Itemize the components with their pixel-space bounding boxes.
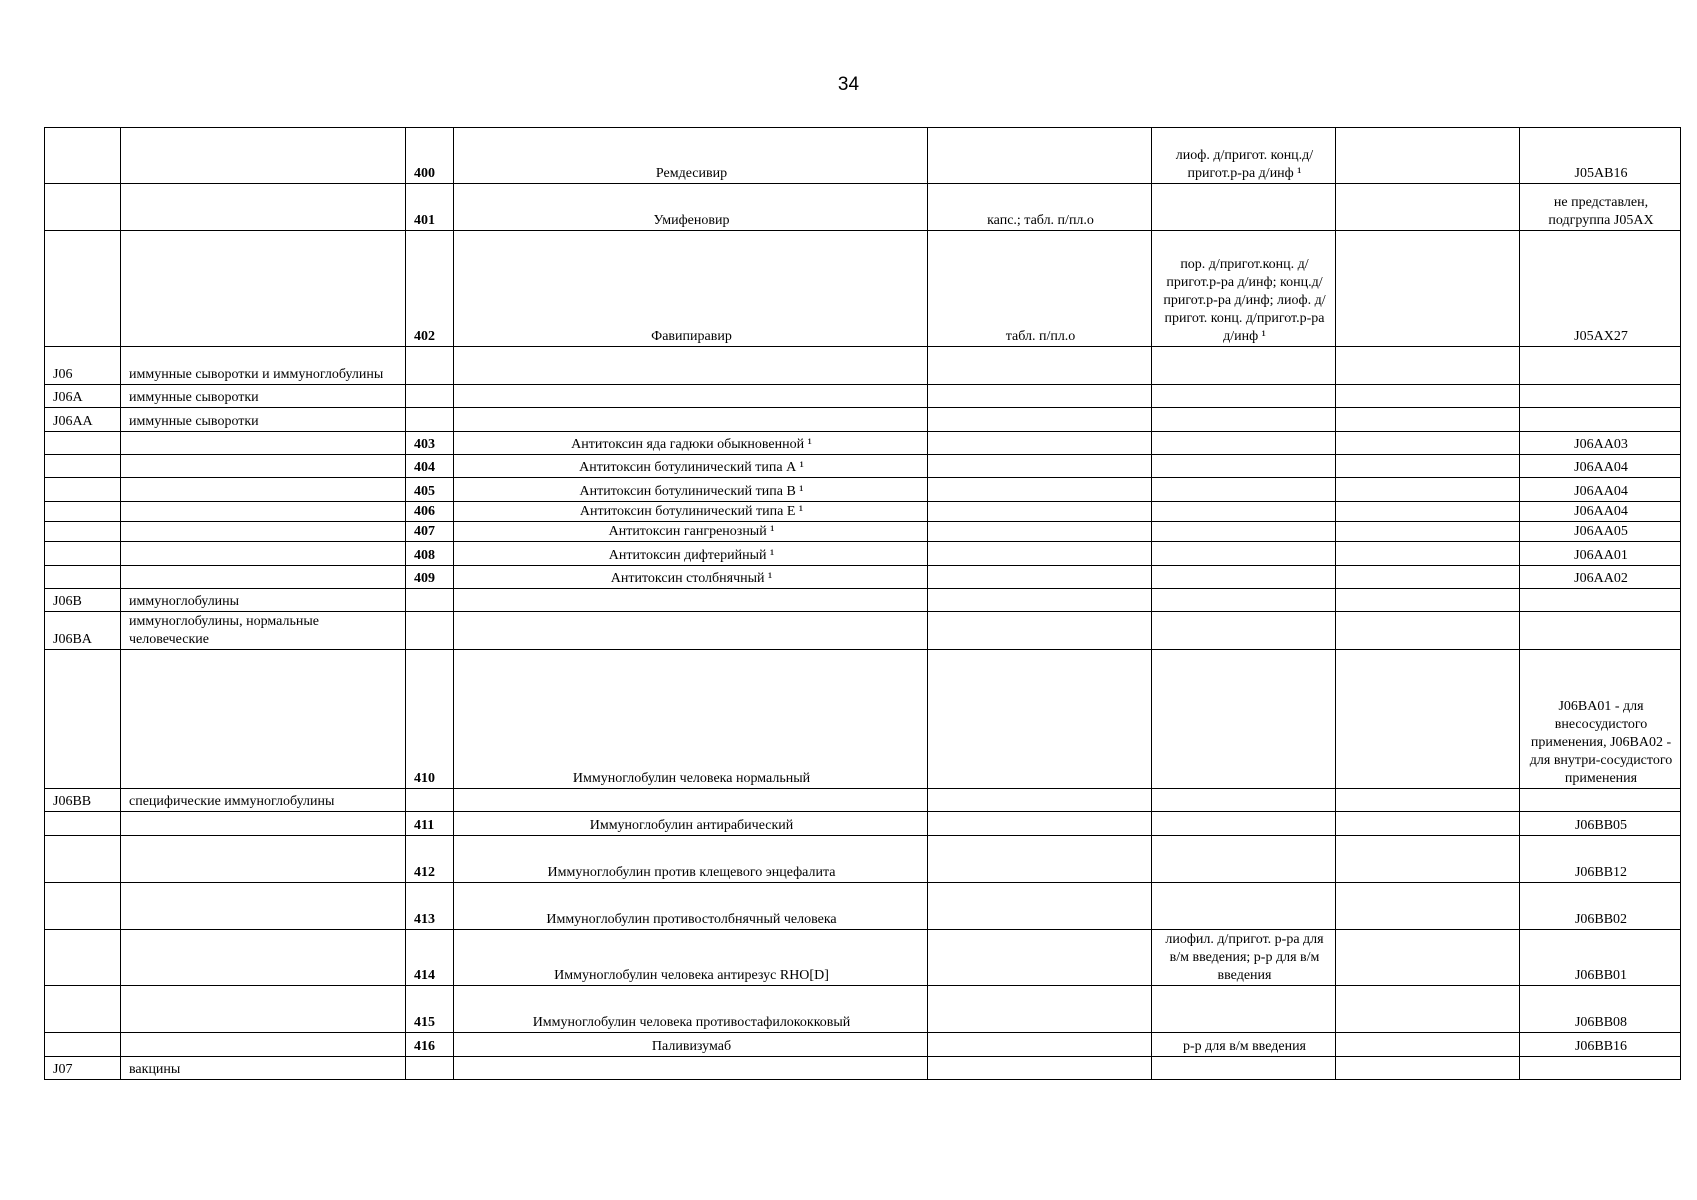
- extra-cell: [1336, 566, 1520, 589]
- table-row: [45, 478, 1681, 502]
- row-number-cell: 414: [406, 930, 454, 986]
- page-number: 34: [837, 74, 860, 95]
- table-row: [45, 542, 1681, 566]
- table-row: [45, 231, 1681, 347]
- atc-code-cell: J06AA04: [1520, 502, 1681, 522]
- table-row: [45, 589, 1681, 612]
- atc-group-code-cell: [45, 455, 121, 478]
- drug-name-cell: Ремдесивир: [454, 128, 928, 184]
- drug-name-cell: Антитоксин ботулинический типа Е ¹: [454, 502, 928, 522]
- atc-group-code-cell: [45, 128, 121, 184]
- dosage-form-hospital-cell: [1152, 1057, 1336, 1080]
- drug-name-cell: Фавипиравир: [454, 231, 928, 347]
- atc-group-name-cell: иммунные сыворотки: [121, 408, 406, 432]
- dosage-form-hospital-cell: [1152, 789, 1336, 812]
- dosage-form-hospital-cell: пор. д/пригот.конц. д/пригот.р-ра д/инф; конц.д/пригот.р-ра д/инф; лиоф. д/пригот. конц. д/пригот.р-ра д/инф ¹: [1152, 231, 1336, 347]
- drug-name-cell: [454, 347, 928, 385]
- drug-name-cell: [454, 1057, 928, 1080]
- dosage-form-hospital-cell: [1152, 432, 1336, 455]
- table-row: [45, 184, 1681, 231]
- dosage-form-hospital-cell: [1152, 408, 1336, 432]
- row-number-cell: 402: [406, 231, 454, 347]
- dosage-form-hospital-cell: [1152, 589, 1336, 612]
- dosage-form-hospital-cell: [1152, 385, 1336, 408]
- extra-cell: [1336, 1057, 1520, 1080]
- dosage-form-hospital-cell: [1152, 184, 1336, 231]
- atc-code-cell: J06AA04: [1520, 478, 1681, 502]
- dosage-form-cell: [928, 385, 1152, 408]
- table-row: [45, 385, 1681, 408]
- table-row: [45, 812, 1681, 836]
- atc-group-code-cell: J06BB: [45, 789, 121, 812]
- table-row: [45, 432, 1681, 455]
- dosage-form-cell: [928, 542, 1152, 566]
- atc-group-name-cell: [121, 986, 406, 1033]
- atc-group-code-cell: J06A: [45, 385, 121, 408]
- dosage-form-cell: [928, 789, 1152, 812]
- atc-code-cell: J06BA01 - для внесосудистого применения, J06BA02 - для внутри-сосудистого применения: [1520, 650, 1681, 789]
- table-row: [45, 455, 1681, 478]
- atc-group-name-cell: [121, 455, 406, 478]
- atc-code-cell: [1520, 385, 1681, 408]
- extra-cell: [1336, 930, 1520, 986]
- dosage-form-hospital-cell: лиоф. д/пригот. конц.д/пригот.р-ра д/инф ¹: [1152, 128, 1336, 184]
- extra-cell: [1336, 883, 1520, 930]
- atc-group-code-cell: [45, 930, 121, 986]
- atc-group-code-cell: [45, 432, 121, 455]
- extra-cell: [1336, 347, 1520, 385]
- row-number-cell: 405: [406, 478, 454, 502]
- atc-group-name-cell: вакцины: [121, 1057, 406, 1080]
- extra-cell: [1336, 612, 1520, 650]
- row-number-cell: 406: [406, 502, 454, 522]
- table-row: [45, 1057, 1681, 1080]
- row-number-cell: 412: [406, 836, 454, 883]
- extra-cell: [1336, 478, 1520, 502]
- dosage-form-hospital-cell: лиофил. д/пригот. р-ра для в/м введения; р-р для в/м введения: [1152, 930, 1336, 986]
- atc-code-cell: [1520, 789, 1681, 812]
- dosage-form-hospital-cell: [1152, 812, 1336, 836]
- atc-group-code-cell: [45, 650, 121, 789]
- atc-group-code-cell: [45, 522, 121, 542]
- dosage-form-hospital-cell: [1152, 542, 1336, 566]
- extra-cell: [1336, 385, 1520, 408]
- dosage-form-hospital-cell: [1152, 986, 1336, 1033]
- dosage-form-cell: [928, 522, 1152, 542]
- dosage-form-cell: [928, 812, 1152, 836]
- atc-group-name-cell: [121, 812, 406, 836]
- extra-cell: [1336, 812, 1520, 836]
- dosage-form-cell: [928, 883, 1152, 930]
- extra-cell: [1336, 502, 1520, 522]
- dosage-form-cell: [928, 1057, 1152, 1080]
- atc-group-name-cell: иммунные сыворотки: [121, 385, 406, 408]
- extra-cell: [1336, 231, 1520, 347]
- extra-cell: [1336, 589, 1520, 612]
- atc-code-cell: [1520, 1057, 1681, 1080]
- table-row: [45, 930, 1681, 986]
- row-number-cell: 413: [406, 883, 454, 930]
- atc-code-cell: J05AX27: [1520, 231, 1681, 347]
- drug-list-table: [44, 127, 1681, 1080]
- atc-group-code-cell: [45, 542, 121, 566]
- row-number-cell: [406, 1057, 454, 1080]
- extra-cell: [1336, 650, 1520, 789]
- row-number-cell: 415: [406, 986, 454, 1033]
- extra-cell: [1336, 522, 1520, 542]
- atc-group-name-cell: [121, 128, 406, 184]
- drug-name-cell: Антитоксин ботулинический типа В ¹: [454, 478, 928, 502]
- dosage-form-hospital-cell: [1152, 836, 1336, 883]
- drug-name-cell: Антитоксин гангренозный ¹: [454, 522, 928, 542]
- atc-code-cell: J06AA02: [1520, 566, 1681, 589]
- atc-code-cell: J06AA03: [1520, 432, 1681, 455]
- drug-name-cell: Иммуноглобулин антирабический: [454, 812, 928, 836]
- extra-cell: [1336, 455, 1520, 478]
- atc-group-code-cell: [45, 812, 121, 836]
- atc-code-cell: J05AB16: [1520, 128, 1681, 184]
- row-number-cell: 401: [406, 184, 454, 231]
- drug-name-cell: [454, 612, 928, 650]
- atc-code-cell: J06BB02: [1520, 883, 1681, 930]
- dosage-form-cell: табл. п/пл.о: [928, 231, 1152, 347]
- atc-group-code-cell: J06: [45, 347, 121, 385]
- table-body: [45, 128, 1681, 1080]
- table-row: [45, 408, 1681, 432]
- atc-code-cell: [1520, 408, 1681, 432]
- table-row: [45, 502, 1681, 522]
- atc-group-name-cell: иммунные сыворотки и иммуноглобулины: [121, 347, 406, 385]
- dosage-form-hospital-cell: [1152, 455, 1336, 478]
- atc-group-name-cell: [121, 478, 406, 502]
- atc-group-name-cell: [121, 502, 406, 522]
- dosage-form-hospital-cell: [1152, 612, 1336, 650]
- atc-group-code-cell: [45, 566, 121, 589]
- drug-name-cell: Антитоксин яда гадюки обыкновенной ¹: [454, 432, 928, 455]
- extra-cell: [1336, 789, 1520, 812]
- atc-group-name-cell: [121, 432, 406, 455]
- atc-group-name-cell: [121, 231, 406, 347]
- dosage-form-cell: [928, 455, 1152, 478]
- atc-group-code-cell: J07: [45, 1057, 121, 1080]
- row-number-cell: [406, 612, 454, 650]
- dosage-form-cell: [928, 347, 1152, 385]
- table-row: [45, 650, 1681, 789]
- drug-name-cell: Иммуноглобулин против клещевого энцефалита: [454, 836, 928, 883]
- row-number-cell: 409: [406, 566, 454, 589]
- dosage-form-cell: капс.; табл. п/пл.о: [928, 184, 1152, 231]
- row-number-cell: 416: [406, 1033, 454, 1057]
- atc-group-name-cell: иммуноглобулины: [121, 589, 406, 612]
- atc-group-code-cell: [45, 986, 121, 1033]
- atc-group-code-cell: J06B: [45, 589, 121, 612]
- drug-name-cell: [454, 789, 928, 812]
- atc-group-name-cell: [121, 836, 406, 883]
- table-row: [45, 789, 1681, 812]
- atc-code-cell: J06BB08: [1520, 986, 1681, 1033]
- atc-group-name-cell: [121, 566, 406, 589]
- table-row: [45, 347, 1681, 385]
- row-number-cell: 408: [406, 542, 454, 566]
- atc-group-name-cell: [121, 883, 406, 930]
- dosage-form-hospital-cell: [1152, 650, 1336, 789]
- row-number-cell: 400: [406, 128, 454, 184]
- row-number-cell: 410: [406, 650, 454, 789]
- atc-group-code-cell: [45, 883, 121, 930]
- atc-group-name-cell: [121, 1033, 406, 1057]
- atc-group-code-cell: [45, 502, 121, 522]
- atc-code-cell: [1520, 347, 1681, 385]
- atc-code-cell: J06AA01: [1520, 542, 1681, 566]
- table-row: [45, 522, 1681, 542]
- dosage-form-hospital-cell: [1152, 502, 1336, 522]
- dosage-form-cell: [928, 478, 1152, 502]
- atc-group-name-cell: [121, 650, 406, 789]
- table-row: [45, 1033, 1681, 1057]
- drug-name-cell: Антитоксин дифтерийный ¹: [454, 542, 928, 566]
- extra-cell: [1336, 836, 1520, 883]
- atc-group-code-cell: [45, 478, 121, 502]
- row-number-cell: 411: [406, 812, 454, 836]
- dosage-form-cell: [928, 1033, 1152, 1057]
- dosage-form-cell: [928, 986, 1152, 1033]
- row-number-cell: 403: [406, 432, 454, 455]
- extra-cell: [1336, 542, 1520, 566]
- dosage-form-hospital-cell: [1152, 883, 1336, 930]
- row-number-cell: [406, 589, 454, 612]
- atc-code-cell: J06BB16: [1520, 1033, 1681, 1057]
- drug-name-cell: Умифеновир: [454, 184, 928, 231]
- atc-group-name-cell: [121, 522, 406, 542]
- atc-group-code-cell: [45, 231, 121, 347]
- table-row: [45, 566, 1681, 589]
- drug-name-cell: Иммуноглобулин человека антирезус RHO[D]: [454, 930, 928, 986]
- atc-code-cell: [1520, 589, 1681, 612]
- drug-name-cell: Антитоксин столбнячный ¹: [454, 566, 928, 589]
- atc-code-cell: не представлен, подгруппа J05AX: [1520, 184, 1681, 231]
- atc-code-cell: J06BB01: [1520, 930, 1681, 986]
- drug-name-cell: Иммуноглобулин человека нормальный: [454, 650, 928, 789]
- dosage-form-hospital-cell: [1152, 347, 1336, 385]
- row-number-cell: 407: [406, 522, 454, 542]
- atc-group-name-cell: иммуноглобулины, нормальные человеческие: [121, 612, 406, 650]
- row-number-cell: [406, 789, 454, 812]
- dosage-form-hospital-cell: [1152, 566, 1336, 589]
- drug-name-cell: Антитоксин ботулинический типа А ¹: [454, 455, 928, 478]
- dosage-form-cell: [928, 408, 1152, 432]
- drug-name-cell: [454, 385, 928, 408]
- atc-group-name-cell: [121, 184, 406, 231]
- atc-code-cell: J06BB12: [1520, 836, 1681, 883]
- drug-name-cell: [454, 589, 928, 612]
- dosage-form-cell: [928, 836, 1152, 883]
- extra-cell: [1336, 184, 1520, 231]
- row-number-cell: [406, 408, 454, 432]
- extra-cell: [1336, 986, 1520, 1033]
- atc-group-name-cell: специфические иммуноглобулины: [121, 789, 406, 812]
- atc-group-code-cell: J06AA: [45, 408, 121, 432]
- table-row: [45, 612, 1681, 650]
- dosage-form-cell: [928, 930, 1152, 986]
- dosage-form-hospital-cell: [1152, 522, 1336, 542]
- atc-code-cell: [1520, 612, 1681, 650]
- atc-group-name-cell: [121, 542, 406, 566]
- extra-cell: [1336, 128, 1520, 184]
- atc-group-code-cell: J06BA: [45, 612, 121, 650]
- extra-cell: [1336, 1033, 1520, 1057]
- dosage-form-cell: [928, 128, 1152, 184]
- row-number-cell: 404: [406, 455, 454, 478]
- dosage-form-cell: [928, 432, 1152, 455]
- dosage-form-hospital-cell: р-р для в/м введения: [1152, 1033, 1336, 1057]
- atc-code-cell: J06AA04: [1520, 455, 1681, 478]
- atc-group-code-cell: [45, 836, 121, 883]
- drug-name-cell: [454, 408, 928, 432]
- table-row: [45, 986, 1681, 1033]
- drug-name-cell: Иммуноглобулин человека противостафилококковый: [454, 986, 928, 1033]
- atc-group-name-cell: [121, 930, 406, 986]
- dosage-form-cell: [928, 612, 1152, 650]
- row-number-cell: [406, 385, 454, 408]
- table-row: [45, 128, 1681, 184]
- table-row: [45, 883, 1681, 930]
- dosage-form-cell: [928, 589, 1152, 612]
- drug-name-cell: Иммуноглобулин противостолбнячный человека: [454, 883, 928, 930]
- atc-group-code-cell: [45, 1033, 121, 1057]
- dosage-form-cell: [928, 650, 1152, 789]
- extra-cell: [1336, 432, 1520, 455]
- atc-code-cell: J06AA05: [1520, 522, 1681, 542]
- dosage-form-cell: [928, 566, 1152, 589]
- drug-name-cell: Паливизумаб: [454, 1033, 928, 1057]
- row-number-cell: [406, 347, 454, 385]
- dosage-form-hospital-cell: [1152, 478, 1336, 502]
- dosage-form-cell: [928, 502, 1152, 522]
- atc-code-cell: J06BB05: [1520, 812, 1681, 836]
- extra-cell: [1336, 408, 1520, 432]
- atc-group-code-cell: [45, 184, 121, 231]
- table-row: [45, 836, 1681, 883]
